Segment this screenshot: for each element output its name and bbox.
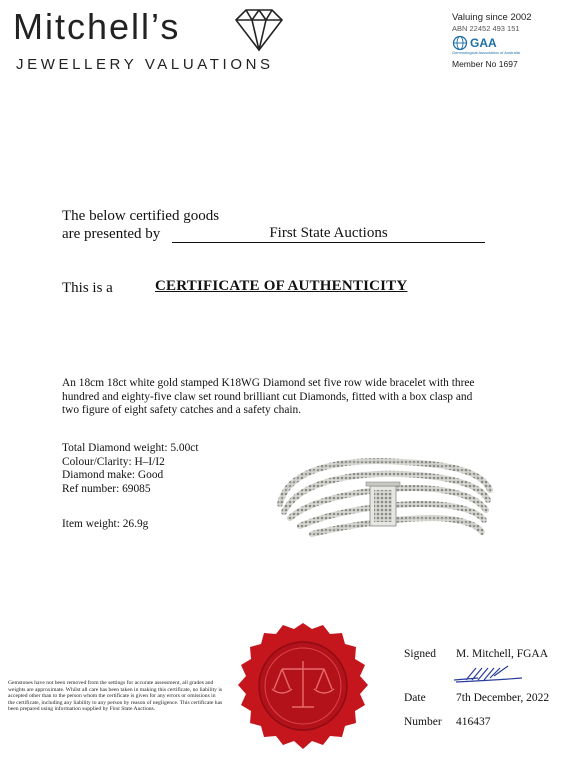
item-weight: Item weight: 26.9g	[62, 518, 149, 530]
abn-number: ABN 22452 493 151	[452, 24, 520, 33]
spec-colour-clarity: Colour/Clarity: H–I/I2	[62, 455, 165, 468]
valuing-since: Valuing since 2002	[452, 12, 532, 23]
member-number: Member No 1697	[452, 59, 518, 69]
certificate-number: 416437	[456, 716, 491, 728]
number-label: Number	[404, 716, 442, 728]
brand-name: Mitchell’s	[13, 6, 181, 47]
signatory-name: M. Mitchell, FGAA	[456, 648, 548, 660]
spec-ref-number: Ref number: 69085	[62, 482, 151, 495]
specifications	[62, 442, 199, 496]
date-value: 7th December, 2022	[456, 692, 550, 704]
item-description	[62, 377, 502, 418]
description-line: hundred and eighty-five claw set round brilliant cut Diamonds, fitted with a box clasp and	[62, 390, 473, 403]
description-line: An 18cm 18ct white gold stamped K18WG Diamond set five row wide bracelet with three	[62, 377, 475, 389]
this-is-label: This is a	[62, 280, 113, 296]
description-line: two figure of eight safety catches and a safety chain.	[62, 404, 302, 416]
spec-diamond-make: Diamond make: Good	[62, 469, 164, 481]
diamond-icon	[232, 6, 286, 54]
signed-label: Signed	[404, 648, 436, 660]
gaa-logo	[452, 35, 552, 51]
intro-line-1: The below certified goods	[62, 208, 220, 224]
header-right-panel	[452, 12, 552, 69]
gaa-globe-icon	[452, 35, 468, 51]
disclaimer-text: Gemstones have not been removed from the settings for accurate assessment, all grades and weights are approximate. Whilst all care has been taken in making this certificate, no liability is accepted other than to the person whom the certificate is given for any errors or omissions in the certificate, including any liability to any person by reason of negligence. This certificate has been prepared using information supplied by First State Auctions.	[8, 680, 223, 713]
signature-mark	[448, 662, 528, 684]
presented-to-name: First State Auctions	[172, 224, 485, 243]
gaa-logo-text: GAA	[470, 36, 497, 50]
spec-total-weight: Total Diamond weight: 5.00ct	[62, 442, 199, 454]
certificate-title: CERTIFICATE OF AUTHENTICITY	[155, 278, 408, 294]
tagline: JEWELLERY VALUATIONS	[16, 56, 274, 73]
bracelet-photo	[272, 448, 498, 546]
date-label: Date	[404, 692, 426, 704]
gaa-subtext: Gemmological Association of Australia	[452, 50, 520, 55]
wax-seal-icon	[232, 619, 374, 761]
intro-line-2: are presented by	[62, 226, 161, 242]
